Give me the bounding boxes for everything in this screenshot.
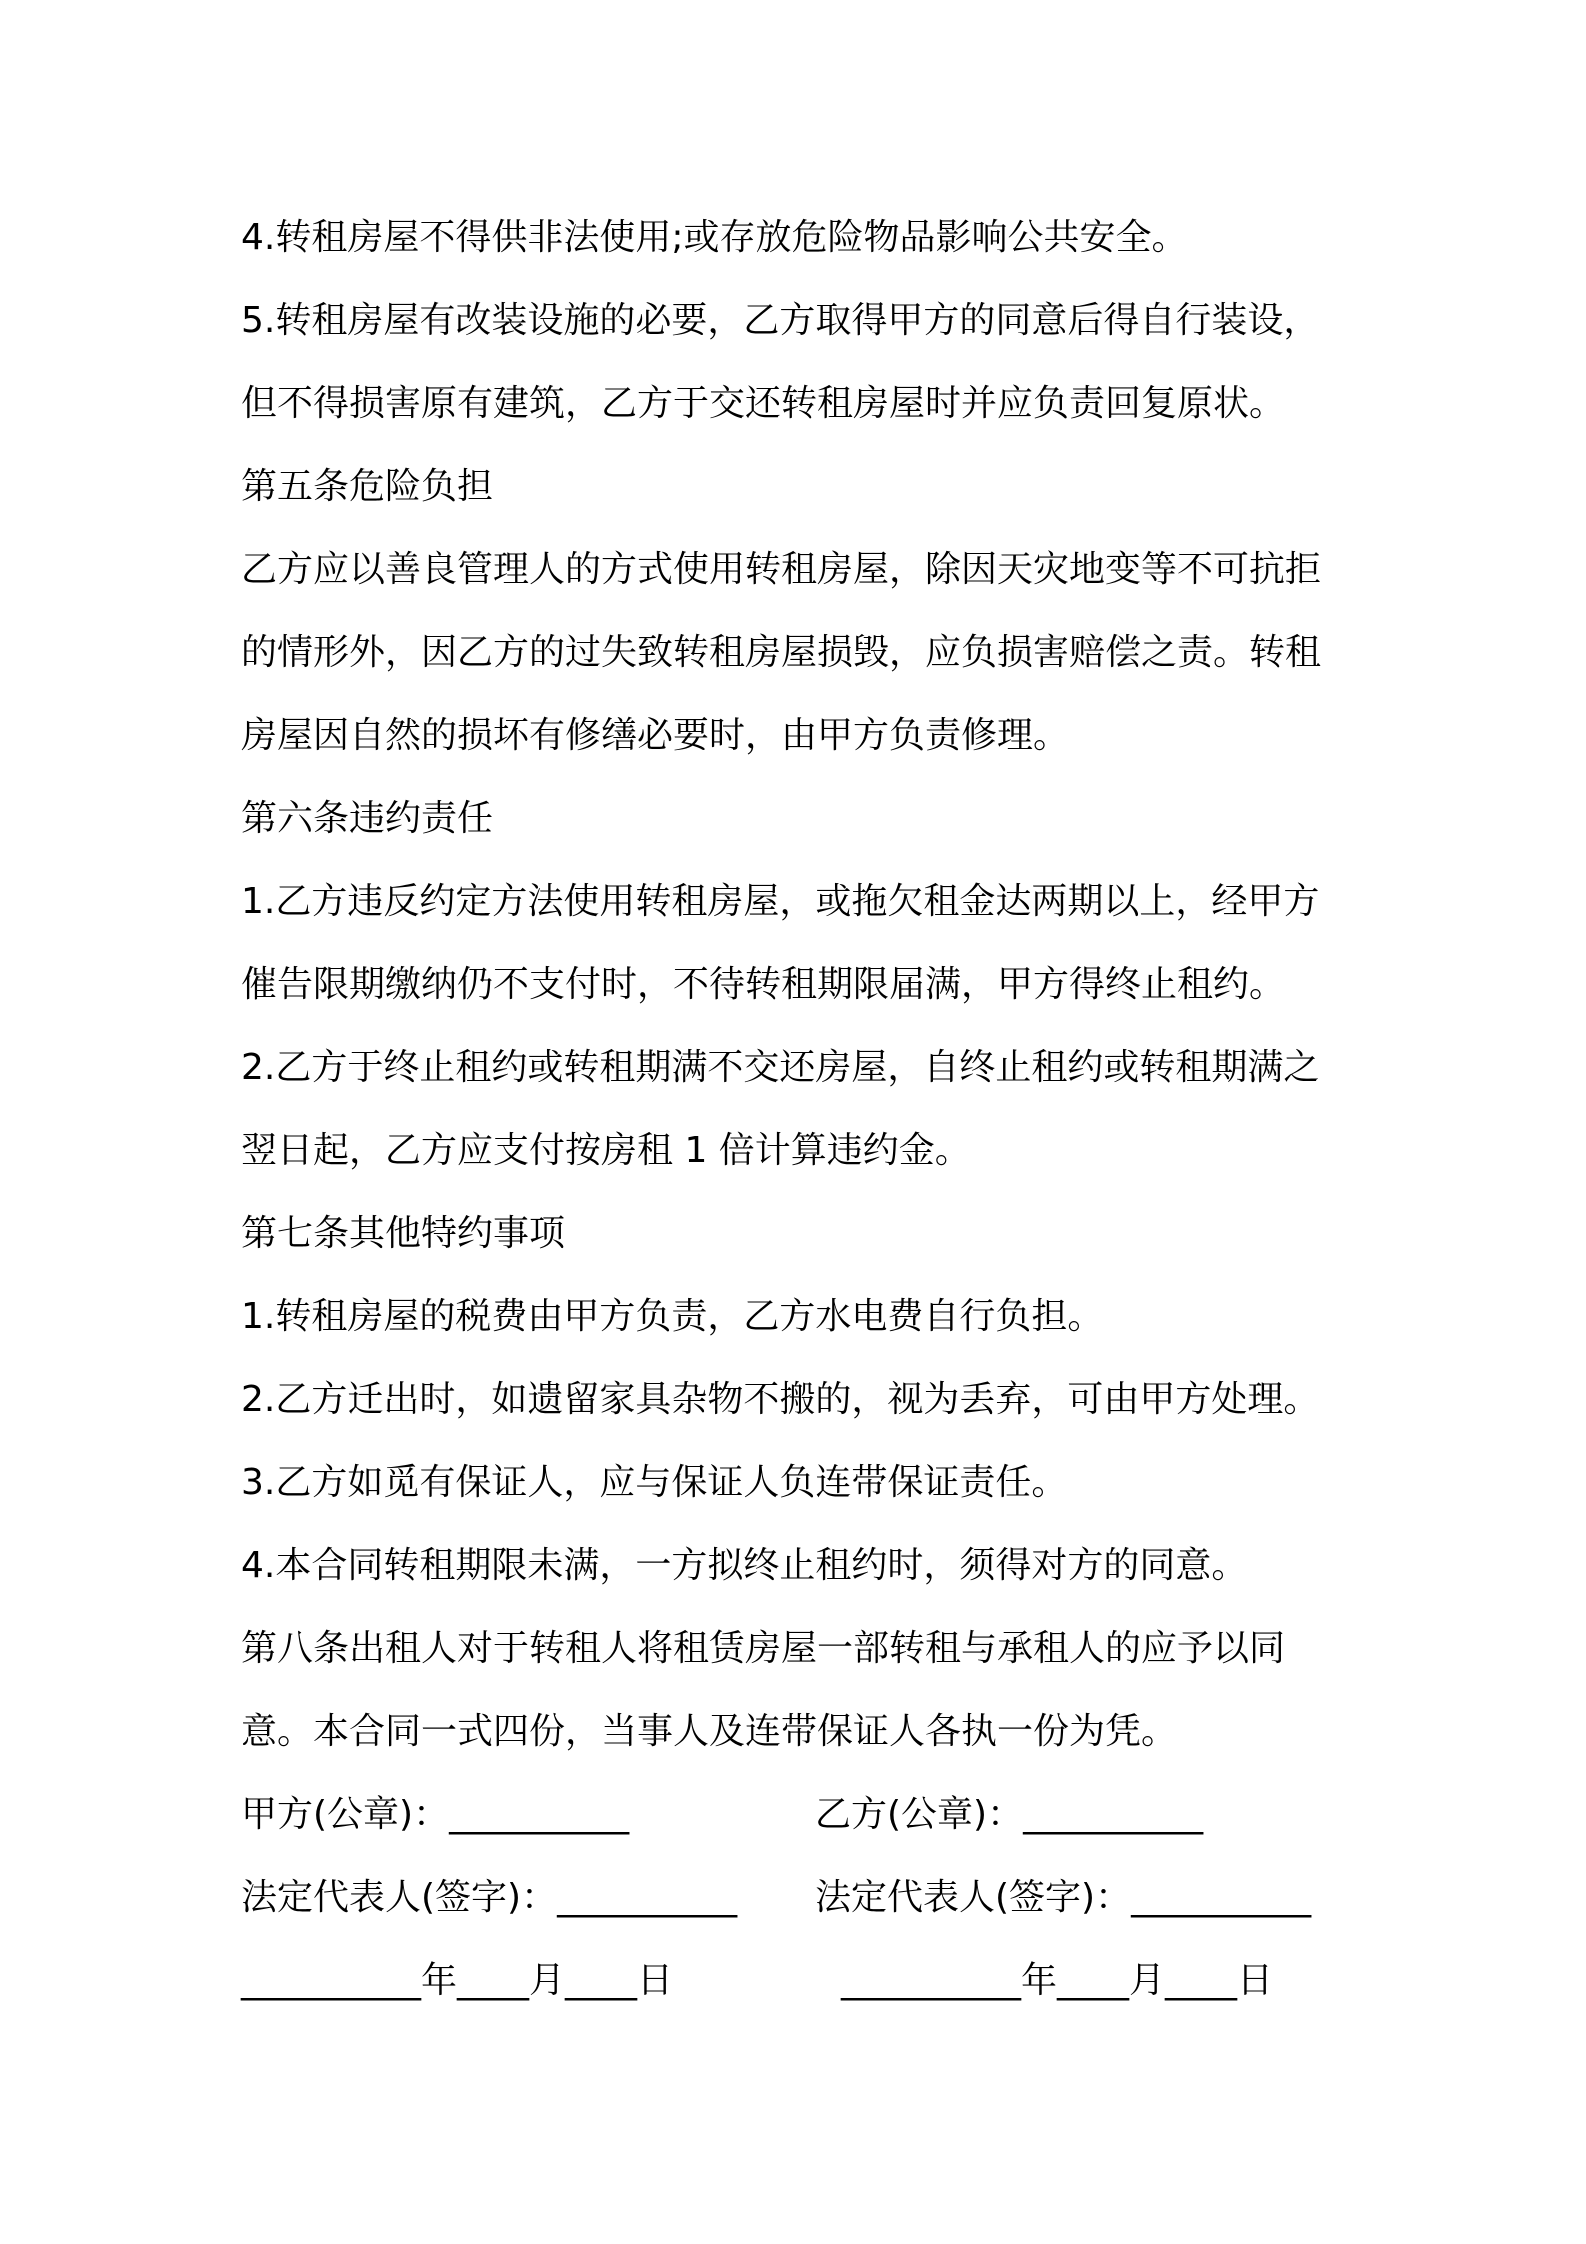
article-5-heading: 第五条危险负担 [241,466,494,507]
party-a-rep-field: 法定代表人(签字)：__________ [241,1877,738,1918]
article-7-item-2: 2.乙方迁出时，如遗留家具杂物不搬的，视为丢弃，可由甲方处理。 [241,1379,1320,1420]
clause-5-line-1: 5.转租房屋有改装设施的必要，乙方取得甲方的同意后得自行装设， [241,300,1320,341]
party-b-seal-field: 乙方(公章)：__________ [815,1794,1204,1835]
article-7-item-4: 4.本合同转租期限未满，一方拟终止租约时，须得对方的同意。 [241,1545,1248,1586]
party-b-date-field: __________年____月____日 [841,1960,1273,2001]
party-b-rep-field: 法定代表人(签字)：__________ [815,1877,1312,1918]
article-7-heading: 第七条其他特约事项 [241,1213,566,1254]
signature-row-representative [241,1856,1361,1939]
article-6-item-2-line-2: 翌日起，乙方应支付按房租 1 倍计算违约金。 [241,1130,971,1171]
article-8-line-1: 第八条出租人对于转租人将租赁房屋一部转租与承租人的应予以同 [241,1628,1286,1669]
signature-row-seal [241,1773,1361,1856]
article-6-item-1-line-2: 催告限期缴纳仍不支付时，不待转租期限届满，甲方得终止租约。 [241,964,1286,1005]
clause-5-line-2: 但不得损害原有建筑，乙方于交还转租房屋时并应负责回复原状。 [241,383,1286,424]
article-6-item-1-line-1: 1.乙方违反约定方法使用转租房屋，或拖欠租金达两期以上，经甲方 [241,881,1320,922]
article-7-item-1: 1.转租房屋的税费由甲方负责，乙方水电费自行负担。 [241,1296,1104,1337]
signature-row-date [241,1939,1361,2022]
contract-body [241,196,1361,2022]
article-5-para-line-2: 的情形外，因乙方的过失致转租房屋损毁，应负损害赔偿之责。转租 [241,632,1322,673]
article-6-item-2-line-1: 2.乙方于终止租约或转租期满不交还房屋，自终止租约或转租期满之 [241,1047,1320,1088]
party-a-date-field: __________年____月____日 [241,1960,673,2001]
article-5-para-line-1: 乙方应以善良管理人的方式使用转租房屋，除因天灾地变等不可抗拒 [241,549,1322,590]
article-7-item-3: 3.乙方如觅有保证人，应与保证人负连带保证责任。 [241,1462,1068,1503]
article-5-para-line-3: 房屋因自然的损坏有修缮必要时，由甲方负责修理。 [241,715,1070,756]
party-a-seal-field: 甲方(公章)：__________ [241,1794,630,1835]
clause-4-line: 4.转租房屋不得供非法使用;或存放危险物品影响公共安全。 [241,217,1188,258]
article-6-heading: 第六条违约责任 [241,798,494,839]
article-8-line-2: 意。本合同一式四份，当事人及连带保证人各执一份为凭。 [241,1711,1178,1752]
